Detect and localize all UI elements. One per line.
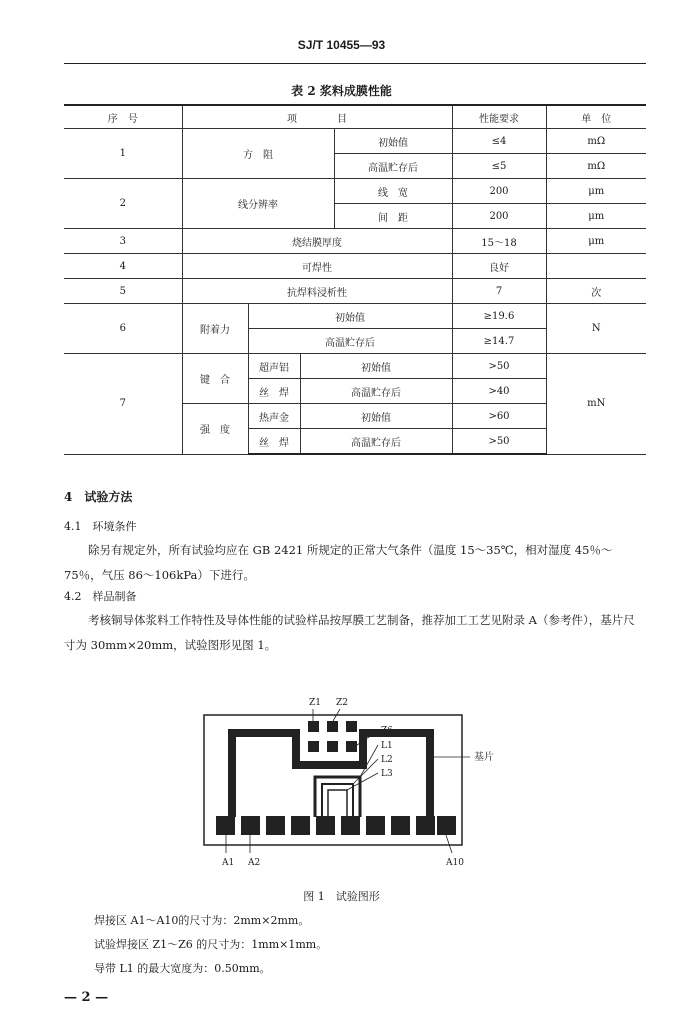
item-label: 强 度: [182, 404, 248, 455]
col-header-no: 序 号: [64, 105, 182, 129]
pad-a: [291, 816, 310, 835]
row-number: 2: [64, 179, 182, 229]
unit-value: mΩ: [546, 129, 646, 154]
requirement-value: >50: [452, 354, 546, 379]
sub-item-label: 初始值: [300, 354, 452, 379]
requirement-value: ≥14.7: [452, 329, 546, 354]
note-track-width: 导带 L1 的最大宽度为：0.50mm。: [94, 962, 271, 975]
item-label: 方 阻: [182, 129, 334, 179]
unit-value: mN: [546, 354, 646, 455]
unit-value: μm: [546, 204, 646, 229]
pad-a: [437, 816, 456, 835]
section-4-heading: 4 试验方法: [64, 490, 133, 504]
row-number: 1: [64, 129, 182, 179]
row-number: 4: [64, 254, 182, 279]
col-header-item: 项 目: [182, 105, 452, 129]
pad-a: [416, 816, 435, 835]
group-label: 热声金: [248, 404, 300, 429]
unit-value: 次: [546, 279, 646, 304]
row-number: 7: [64, 354, 182, 455]
label-l3: L3: [381, 769, 393, 779]
note-test-pad-size: 试验焊接区 Z1～Z6 的尺寸为：1mm×1mm。: [94, 938, 328, 951]
sub-item-label: 初始值: [300, 404, 452, 429]
sub-item-label: 初始值: [248, 304, 452, 329]
label-l1: L1: [381, 741, 393, 751]
item-label: 烧结膜厚度: [182, 229, 452, 254]
table-row: [64, 129, 646, 154]
table-header-row: [64, 105, 646, 129]
item-label: 键 合: [182, 354, 248, 404]
pad-a: [241, 816, 260, 835]
table-row: [64, 304, 646, 329]
group-label: 超声铝: [248, 354, 300, 379]
group-label: 丝 焊: [248, 379, 300, 404]
requirement-value: >50: [452, 429, 546, 455]
figure-labels: [221, 698, 494, 868]
pad-z: [308, 721, 319, 732]
unit-value: μm: [546, 229, 646, 254]
item-label: 附着力: [182, 304, 248, 354]
pad-a: [266, 816, 285, 835]
pad-z: [346, 721, 357, 732]
sub-item-label: 间 距: [334, 204, 452, 229]
pad-a: [216, 816, 235, 835]
standard-code: SJ/T 10455—93: [297, 38, 386, 52]
test-pads-z: [308, 721, 357, 752]
page-number: — 2 —: [64, 990, 109, 1005]
sub-item-label: 线 宽: [334, 179, 452, 204]
label-z2: Z2: [336, 698, 348, 708]
unit-value: N: [546, 304, 646, 354]
section-4-1-heading: 4.1 环境条件: [64, 520, 137, 533]
table-row: [64, 279, 646, 304]
table-row: [64, 254, 646, 279]
requirement-value: ≤4: [452, 129, 546, 154]
table-caption: 表 2 浆料成膜性能: [291, 84, 392, 98]
col-header-req: 性能要求: [452, 105, 546, 129]
requirement-value: 200: [452, 179, 546, 204]
pad-z: [327, 741, 338, 752]
row-number: 3: [64, 229, 182, 254]
row-number: 6: [64, 304, 182, 354]
header-rule: [64, 63, 646, 64]
table-row: [64, 179, 646, 204]
item-label: 抗焊料浸析性: [182, 279, 452, 304]
performance-table: [64, 104, 646, 455]
pad-a: [341, 816, 360, 835]
pad-a: [316, 816, 335, 835]
requirement-value: >40: [452, 379, 546, 404]
section-4-2-heading: 4.2 样品制备: [64, 590, 137, 603]
label-substrate: 基片: [474, 752, 494, 763]
sub-item-label: 高温贮存后: [334, 154, 452, 179]
requirement-value: ≤5: [452, 154, 546, 179]
pad-z: [346, 741, 357, 752]
requirement-value: 15～18: [452, 229, 546, 254]
pad-z: [327, 721, 338, 732]
sub-item-label: 初始值: [334, 129, 452, 154]
requirement-value: 良好: [452, 254, 546, 279]
group-label: 丝 焊: [248, 429, 300, 455]
test-pattern-figure: [170, 685, 570, 885]
section-4-1-text: 除另有规定外，所有试验均应在 GB 2421 所规定的正常大气条件（温度 15～35℃，相对湿度 45％～75％，气压 86～106kPa）下进行。: [64, 543, 613, 582]
sub-item-label: 高温贮存后: [248, 329, 452, 354]
note-pad-size: 焊接区 A1～A10的尺寸为：2mm×2mm。: [94, 914, 310, 927]
item-label: 线分辨率: [182, 179, 334, 229]
row-number: 5: [64, 279, 182, 304]
label-a10: A10: [446, 858, 464, 868]
pad-z: [308, 741, 319, 752]
table-row: [64, 229, 646, 254]
table-row: [64, 354, 646, 379]
label-l2: L2: [381, 755, 393, 765]
requirement-value: 7: [452, 279, 546, 304]
pad-a: [391, 816, 410, 835]
unit-value: μm: [546, 179, 646, 204]
sub-item-label: 高温贮存后: [300, 379, 452, 404]
col-header-unit: 单 位: [546, 105, 646, 129]
track-l3: [328, 790, 347, 817]
unit-value: [546, 254, 646, 279]
section-4-2-text: 考核铜导体浆料工作特性及导体性能的试验样品按厚膜工艺制备，推荐加工工艺见附录 A（参考件），基片尺寸为 30mm×20mm，试验图形见图 1。: [64, 613, 635, 652]
pad-a: [366, 816, 385, 835]
unit-value: mΩ: [546, 154, 646, 179]
requirement-value: >60: [452, 404, 546, 429]
requirement-value: ≥19.6: [452, 304, 546, 329]
sub-item-label: 高温贮存后: [300, 429, 452, 455]
solder-pads-a: [216, 816, 456, 835]
figure-caption: 图 1 试验图形: [303, 890, 380, 903]
label-z6: Z6: [381, 726, 393, 736]
label-z1: Z1: [309, 698, 321, 708]
requirement-value: 200: [452, 204, 546, 229]
label-a2: A2: [248, 858, 261, 868]
item-label: 可焊性: [182, 254, 452, 279]
label-a1: A1: [222, 858, 235, 868]
